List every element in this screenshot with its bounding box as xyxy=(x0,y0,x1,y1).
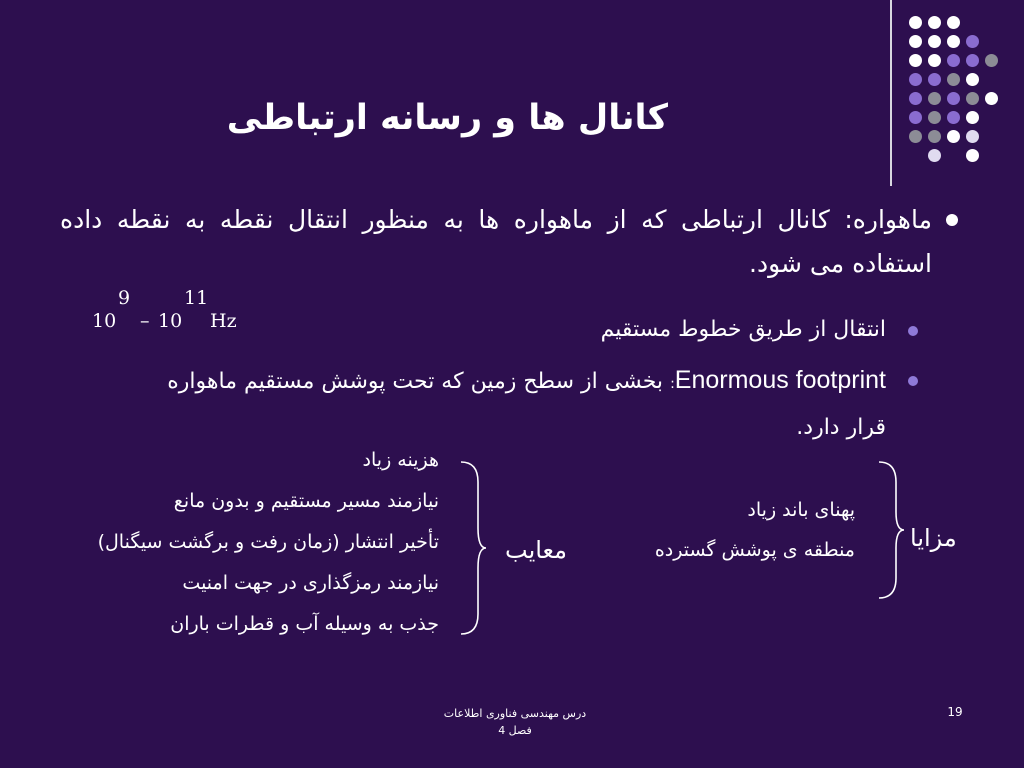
disadvantages-brace xyxy=(458,460,488,636)
disadvantage-item: نیازمند رمزگذاری در جهت امنیت xyxy=(182,572,439,594)
disadvantage-item: جذب به وسیله آب و قطرات باران xyxy=(170,613,439,635)
footprint-definition-line1: بخشی از سطح زمین که تحت پوشش مستقیم ماهواره xyxy=(167,369,664,394)
advantages-label: مزایا xyxy=(910,524,957,552)
bullet-dot-icon xyxy=(946,214,958,226)
decorative-dot xyxy=(947,73,960,86)
advantages-list xyxy=(600,490,855,570)
decorative-dot xyxy=(947,35,960,48)
decorative-dot xyxy=(928,111,941,124)
decorative-dot xyxy=(928,92,941,105)
bullet-satellite-text: ماهواره: کانال ارتباطی که از ماهواره ها به منظور انتقال نقطه به نقطه داده استفاده می شود. xyxy=(60,205,932,278)
page-number: 19 xyxy=(947,705,963,719)
decorative-dot xyxy=(947,54,960,67)
decorative-dot xyxy=(966,149,979,162)
sub-bullet-dot-icon xyxy=(908,326,918,336)
formula-exponent-1: 9 xyxy=(118,287,131,309)
decorative-dot xyxy=(947,111,960,124)
decorative-dot xyxy=(966,54,979,67)
decorative-dot xyxy=(909,92,922,105)
decorative-dot xyxy=(947,92,960,105)
advantage-item: پهنای باند زیاد xyxy=(747,499,855,521)
decorative-dot-grid xyxy=(909,16,1005,164)
decorative-dot xyxy=(928,16,941,29)
footprint-definition-line2: قرار دارد. xyxy=(796,415,886,440)
advantages-brace xyxy=(876,460,906,600)
decorative-dot xyxy=(985,54,998,67)
sub-bullet-dot-icon xyxy=(908,376,918,386)
decorative-dot xyxy=(947,130,960,143)
formula-unit: Hz xyxy=(210,310,237,332)
decorative-dot xyxy=(966,73,979,86)
formula-base-1: 10 xyxy=(92,310,117,332)
decorative-vertical-line xyxy=(890,0,892,186)
decorative-dot xyxy=(909,130,922,143)
decorative-dot xyxy=(966,111,979,124)
decorative-dot xyxy=(966,130,979,143)
decorative-dot xyxy=(909,35,922,48)
footer-chapter: فصل 4 xyxy=(498,724,532,737)
decorative-dot xyxy=(947,16,960,29)
decorative-dot xyxy=(909,54,922,67)
bullet-satellite xyxy=(60,198,932,286)
sub-bullet-straight-lines-text: انتقال از طریق خطوط مستقیم xyxy=(600,317,886,342)
sub-bullet-footprint xyxy=(60,358,886,450)
decorative-dot xyxy=(928,35,941,48)
formula-dash: – xyxy=(140,310,150,332)
disadvantage-item: تأخیر انتشار (زمان رفت و برگشت سیگنال) xyxy=(97,531,439,553)
decorative-dot xyxy=(909,111,922,124)
advantage-item: منطقه ی پوشش گسترده xyxy=(654,539,855,561)
disadvantages-label: معایب xyxy=(505,536,567,564)
footer-course-title: درس مهندسی فناوری اطلاعات xyxy=(443,707,587,720)
footprint-colon: : xyxy=(670,376,675,392)
decorative-dot xyxy=(928,149,941,162)
disadvantage-item: هزینه زیاد xyxy=(362,449,439,471)
decorative-dot xyxy=(928,54,941,67)
decorative-dot xyxy=(966,92,979,105)
footprint-english-term: Enormous footprint xyxy=(674,366,886,394)
decorative-dot xyxy=(966,35,979,48)
formula-base-2: 10 xyxy=(158,310,183,332)
decorative-dot xyxy=(928,73,941,86)
decorative-dot xyxy=(928,130,941,143)
decorative-dot xyxy=(985,92,998,105)
decorative-dot xyxy=(909,73,922,86)
sub-bullet-straight-lines xyxy=(60,308,886,352)
disadvantages-list xyxy=(79,440,439,645)
decorative-dot xyxy=(909,16,922,29)
slide-title: کانال ها و رسانه ارتباطی xyxy=(226,98,668,138)
footer-course-info xyxy=(380,705,650,739)
formula-exponent-2: 11 xyxy=(184,287,209,309)
disadvantage-item: نیازمند مسیر مستقیم و بدون مانع xyxy=(173,490,439,512)
